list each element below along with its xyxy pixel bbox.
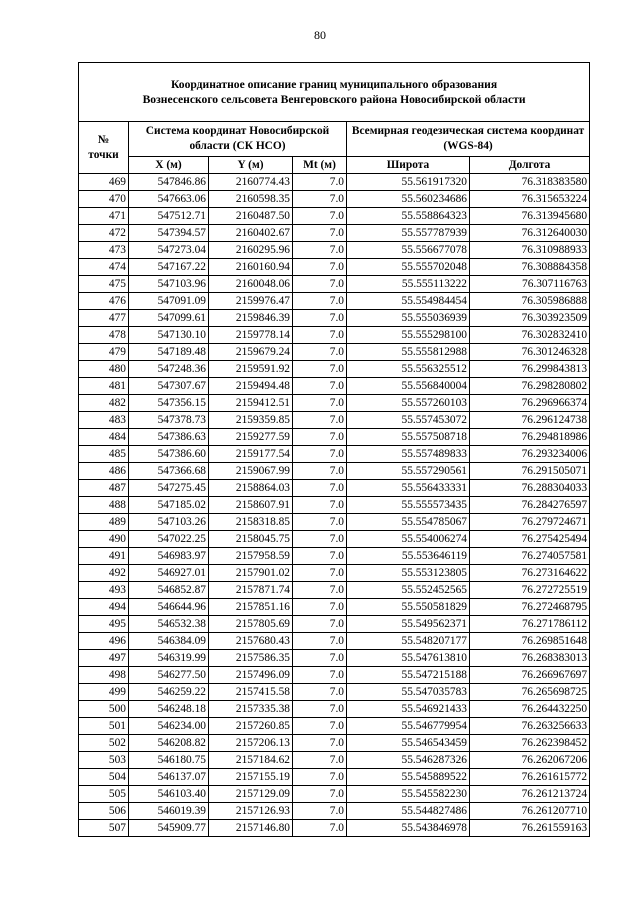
mt-cell: 7.0 [293,684,347,701]
table-row [79,769,590,786]
y-cell: 2157496.09 [209,667,293,684]
longitude-cell: 76.261615772 [470,769,590,786]
coordinates-table [78,62,590,837]
point-number-cell: 502 [79,735,129,752]
longitude-header: Долгота [470,157,590,174]
x-cell: 546019.39 [129,803,209,820]
longitude-cell: 76.262067206 [470,752,590,769]
y-cell: 2160487.50 [209,208,293,225]
x-cell: 547185.02 [129,497,209,514]
point-number-cell: 475 [79,276,129,293]
x-cell: 546319.99 [129,650,209,667]
x-cell: 547356.15 [129,395,209,412]
x-cell: 547378.73 [129,412,209,429]
longitude-cell: 76.284276597 [470,497,590,514]
table-row [79,718,590,735]
latitude-cell: 55.545889522 [347,769,470,786]
table-row [79,361,590,378]
point-number-cell: 501 [79,718,129,735]
mt-cell: 7.0 [293,208,347,225]
y-cell: 2157146.80 [209,820,293,837]
x-cell: 546208.82 [129,735,209,752]
mt-cell: 7.0 [293,463,347,480]
table-row [79,650,590,667]
latitude-cell: 55.546543459 [347,735,470,752]
longitude-cell: 76.296124738 [470,412,590,429]
table-row [79,582,590,599]
longitude-cell: 76.273164622 [470,565,590,582]
longitude-cell: 76.263256633 [470,718,590,735]
table-row [79,395,590,412]
point-number-header [79,122,129,174]
mt-cell: 7.0 [293,514,347,531]
mt-cell: 7.0 [293,327,347,344]
y-cell: 2160160.94 [209,259,293,276]
mt-cell: 7.0 [293,276,347,293]
x-cell: 547189.48 [129,344,209,361]
mt-cell: 7.0 [293,616,347,633]
longitude-cell: 76.291505071 [470,463,590,480]
y-cell: 2157901.02 [209,565,293,582]
point-number-cell: 485 [79,446,129,463]
longitude-cell: 76.313945680 [470,208,590,225]
mt-cell: 7.0 [293,429,347,446]
mt-cell: 7.0 [293,480,347,497]
point-number-cell: 494 [79,599,129,616]
x-cell: 546277.50 [129,667,209,684]
mt-header: Mt (м) [293,157,347,174]
table-title [79,63,590,122]
x-cell: 547099.61 [129,310,209,327]
x-cell: 547273.04 [129,242,209,259]
latitude-cell: 55.556325512 [347,361,470,378]
x-cell: 547663.06 [129,191,209,208]
point-number-cell: 473 [79,242,129,259]
table-row [79,446,590,463]
table-row [79,514,590,531]
x-cell: 547130.10 [129,327,209,344]
longitude-cell: 76.307116763 [470,276,590,293]
table-row [79,276,590,293]
point-number-label: точки [88,148,119,161]
table-row [79,378,590,395]
point-number-cell: 495 [79,616,129,633]
mt-cell: 7.0 [293,803,347,820]
point-number-cell: 474 [79,259,129,276]
longitude-cell: 76.279724671 [470,514,590,531]
mt-cell: 7.0 [293,310,347,327]
header-row-columns [79,157,590,174]
mt-cell: 7.0 [293,412,347,429]
point-number-cell: 496 [79,633,129,650]
mt-cell: 7.0 [293,735,347,752]
latitude-cell: 55.555036939 [347,310,470,327]
latitude-cell: 55.547215188 [347,667,470,684]
longitude-cell: 76.274057581 [470,548,590,565]
mt-cell: 7.0 [293,752,347,769]
y-cell: 2157335.38 [209,701,293,718]
latitude-cell: 55.560234686 [347,191,470,208]
longitude-cell: 76.298280802 [470,378,590,395]
point-number-cell: 497 [79,650,129,667]
x-cell: 545909.77 [129,820,209,837]
longitude-cell: 76.272468795 [470,599,590,616]
table-row [79,701,590,718]
latitude-cell: 55.548207177 [347,633,470,650]
longitude-cell: 76.266967697 [470,667,590,684]
y-cell: 2159976.47 [209,293,293,310]
x-cell: 547512.71 [129,208,209,225]
mt-cell: 7.0 [293,344,347,361]
point-number-cell: 486 [79,463,129,480]
latitude-cell: 55.555702048 [347,259,470,276]
longitude-cell: 76.293234006 [470,446,590,463]
latitude-cell: 55.556840004 [347,378,470,395]
y-cell: 2160774.43 [209,174,293,191]
point-number-cell: 492 [79,565,129,582]
x-cell: 546259.22 [129,684,209,701]
point-number-cell: 488 [79,497,129,514]
y-cell: 2159359.85 [209,412,293,429]
point-number-cell: 476 [79,293,129,310]
mt-cell: 7.0 [293,565,347,582]
latitude-header: Широта [347,157,470,174]
longitude-cell: 76.272725519 [470,582,590,599]
latitude-cell: 55.550581829 [347,599,470,616]
point-number-cell: 505 [79,786,129,803]
y-cell: 2159277.59 [209,429,293,446]
y-cell: 2159778.14 [209,327,293,344]
longitude-cell: 76.303923509 [470,310,590,327]
y-header: Y (м) [209,157,293,174]
x-cell: 547386.63 [129,429,209,446]
longitude-cell: 76.296966374 [470,395,590,412]
latitude-cell: 55.557787939 [347,225,470,242]
point-number-cell: 506 [79,803,129,820]
point-number-cell: 493 [79,582,129,599]
point-number-symbol: № [97,133,110,146]
longitude-cell: 76.301246328 [470,344,590,361]
x-cell: 547248.36 [129,361,209,378]
x-cell: 547103.26 [129,514,209,531]
y-cell: 2160402.67 [209,225,293,242]
latitude-cell: 55.555113222 [347,276,470,293]
x-cell: 547394.57 [129,225,209,242]
table-row [79,565,590,582]
latitude-cell: 55.555298100 [347,327,470,344]
longitude-cell: 76.268383013 [470,650,590,667]
table-row [79,327,590,344]
mt-cell: 7.0 [293,242,347,259]
mt-cell: 7.0 [293,548,347,565]
latitude-cell: 55.555812988 [347,344,470,361]
mt-cell: 7.0 [293,599,347,616]
x-cell: 546852.87 [129,582,209,599]
longitude-cell: 76.262398452 [470,735,590,752]
table-row [79,531,590,548]
latitude-cell: 55.553123805 [347,565,470,582]
table-row [79,497,590,514]
latitude-cell: 55.554785067 [347,514,470,531]
x-cell: 546248.18 [129,701,209,718]
y-cell: 2157586.35 [209,650,293,667]
y-cell: 2157958.59 [209,548,293,565]
latitude-cell: 55.547035783 [347,684,470,701]
longitude-cell: 76.269851648 [470,633,590,650]
point-number-cell: 477 [79,310,129,327]
y-cell: 2157129.09 [209,786,293,803]
latitude-cell: 55.561917320 [347,174,470,191]
table-row [79,208,590,225]
point-number-cell: 481 [79,378,129,395]
x-cell: 546180.75 [129,752,209,769]
latitude-cell: 55.549562371 [347,616,470,633]
mt-cell: 7.0 [293,446,347,463]
y-cell: 2157155.19 [209,769,293,786]
y-cell: 2157415.58 [209,684,293,701]
mt-cell: 7.0 [293,531,347,548]
point-number-cell: 499 [79,684,129,701]
table-row [79,752,590,769]
longitude-cell: 76.261559163 [470,820,590,837]
table-title-line-1: Координатное описание границ муниципального образования [170,78,498,91]
latitude-cell: 55.557508718 [347,429,470,446]
x-cell: 547167.22 [129,259,209,276]
longitude-cell: 76.261207710 [470,803,590,820]
point-number-cell: 491 [79,548,129,565]
point-number-cell: 498 [79,667,129,684]
point-number-cell: 478 [79,327,129,344]
point-number-cell: 507 [79,820,129,837]
point-number-cell: 470 [79,191,129,208]
x-cell: 547366.68 [129,463,209,480]
latitude-cell: 55.543846978 [347,820,470,837]
point-number-cell: 483 [79,412,129,429]
table-row [79,242,590,259]
mt-cell: 7.0 [293,361,347,378]
y-cell: 2157206.13 [209,735,293,752]
mt-cell: 7.0 [293,395,347,412]
longitude-cell: 76.275425494 [470,531,590,548]
latitude-cell: 55.553646119 [347,548,470,565]
y-cell: 2157851.16 [209,599,293,616]
point-number-cell: 479 [79,344,129,361]
latitude-cell: 55.557453072 [347,412,470,429]
latitude-cell: 55.546287326 [347,752,470,769]
y-cell: 2160598.35 [209,191,293,208]
point-number-cell: 489 [79,514,129,531]
latitude-cell: 55.547613810 [347,650,470,667]
table-row [79,616,590,633]
table-body [79,174,590,837]
table-row [79,786,590,803]
point-number-cell: 469 [79,174,129,191]
point-number-cell: 471 [79,208,129,225]
mt-cell: 7.0 [293,259,347,276]
y-cell: 2159412.51 [209,395,293,412]
x-cell: 546103.40 [129,786,209,803]
y-cell: 2157680.43 [209,633,293,650]
longitude-cell: 76.271786112 [470,616,590,633]
table-row [79,174,590,191]
point-number-cell: 500 [79,701,129,718]
latitude-cell: 55.555573435 [347,497,470,514]
table-row [79,225,590,242]
y-cell: 2160048.06 [209,276,293,293]
longitude-cell: 76.308884358 [470,259,590,276]
x-header: X (м) [129,157,209,174]
x-cell: 546532.38 [129,616,209,633]
latitude-cell: 55.557489833 [347,446,470,463]
latitude-cell: 55.546921433 [347,701,470,718]
y-cell: 2158045.75 [209,531,293,548]
y-cell: 2157260.85 [209,718,293,735]
table-row [79,633,590,650]
table-row [79,667,590,684]
x-cell: 547846.86 [129,174,209,191]
page-number: 80 [314,28,326,42]
table-row [79,310,590,327]
longitude-cell: 76.312640030 [470,225,590,242]
y-cell: 2159846.39 [209,310,293,327]
latitude-cell: 55.552452565 [347,582,470,599]
longitude-cell: 76.261213724 [470,786,590,803]
table-row [79,480,590,497]
table-row [79,548,590,565]
y-cell: 2159679.24 [209,344,293,361]
x-cell: 547091.09 [129,293,209,310]
y-cell: 2157805.69 [209,616,293,633]
mt-cell: 7.0 [293,701,347,718]
x-cell: 546983.97 [129,548,209,565]
wgs-system-header: Всемирная геодезическая система координат (WGS-84) [347,122,590,157]
point-number-cell: 504 [79,769,129,786]
table-row [79,293,590,310]
point-number-cell: 484 [79,429,129,446]
mt-cell: 7.0 [293,293,347,310]
point-number-cell: 482 [79,395,129,412]
point-number-cell: 472 [79,225,129,242]
mt-cell: 7.0 [293,225,347,242]
x-cell: 546137.07 [129,769,209,786]
mt-cell: 7.0 [293,786,347,803]
mt-cell: 7.0 [293,191,347,208]
table-row [79,820,590,837]
mt-cell: 7.0 [293,650,347,667]
point-number-cell: 503 [79,752,129,769]
table-row [79,412,590,429]
longitude-cell: 76.299843813 [470,361,590,378]
longitude-cell: 76.264432250 [470,701,590,718]
latitude-cell: 55.546779954 [347,718,470,735]
point-number-cell: 480 [79,361,129,378]
longitude-cell: 76.315653224 [470,191,590,208]
x-cell: 546927.01 [129,565,209,582]
mt-cell: 7.0 [293,667,347,684]
x-cell: 547386.60 [129,446,209,463]
longitude-cell: 76.310988933 [470,242,590,259]
x-cell: 547022.25 [129,531,209,548]
y-cell: 2158318.85 [209,514,293,531]
table-row [79,463,590,480]
point-number-cell: 487 [79,480,129,497]
y-cell: 2159067.99 [209,463,293,480]
table-title-line-2: Вознесенского сельсовета Венгеровского района Новосибирской области [142,93,526,106]
mt-cell: 7.0 [293,820,347,837]
mt-cell: 7.0 [293,718,347,735]
longitude-cell: 76.318383580 [470,174,590,191]
table-row [79,191,590,208]
table-title-row [79,63,590,122]
y-cell: 2159494.48 [209,378,293,395]
x-cell: 546384.09 [129,633,209,650]
table-row [79,735,590,752]
table-row [79,803,590,820]
point-number-cell: 490 [79,531,129,548]
latitude-cell: 55.557290561 [347,463,470,480]
latitude-cell: 55.554006274 [347,531,470,548]
mt-cell: 7.0 [293,582,347,599]
mt-cell: 7.0 [293,633,347,650]
longitude-cell: 76.305986888 [470,293,590,310]
latitude-cell: 55.545582230 [347,786,470,803]
latitude-cell: 55.554984454 [347,293,470,310]
x-cell: 547275.45 [129,480,209,497]
y-cell: 2159177.54 [209,446,293,463]
x-cell: 546644.96 [129,599,209,616]
table-row [79,684,590,701]
mt-cell: 7.0 [293,769,347,786]
y-cell: 2157871.74 [209,582,293,599]
table-row [79,429,590,446]
latitude-cell: 55.556677078 [347,242,470,259]
table-row [79,344,590,361]
y-cell: 2159591.92 [209,361,293,378]
table-row [79,599,590,616]
y-cell: 2158864.03 [209,480,293,497]
y-cell: 2157184.62 [209,752,293,769]
header-row-systems [79,122,590,157]
longitude-cell: 76.288304033 [470,480,590,497]
latitude-cell: 55.544827486 [347,803,470,820]
table-row [79,259,590,276]
latitude-cell: 55.557260103 [347,395,470,412]
mt-cell: 7.0 [293,174,347,191]
y-cell: 2160295.96 [209,242,293,259]
y-cell: 2158607.91 [209,497,293,514]
longitude-cell: 76.265698725 [470,684,590,701]
x-cell: 547103.96 [129,276,209,293]
latitude-cell: 55.556433331 [347,480,470,497]
longitude-cell: 76.294818986 [470,429,590,446]
latitude-cell: 55.558864323 [347,208,470,225]
x-cell: 546234.00 [129,718,209,735]
mt-cell: 7.0 [293,378,347,395]
y-cell: 2157126.93 [209,803,293,820]
mt-cell: 7.0 [293,497,347,514]
local-system-header: Система координат Новосибирской области (СК НСО) [129,122,347,157]
longitude-cell: 76.302832410 [470,327,590,344]
x-cell: 547307.67 [129,378,209,395]
